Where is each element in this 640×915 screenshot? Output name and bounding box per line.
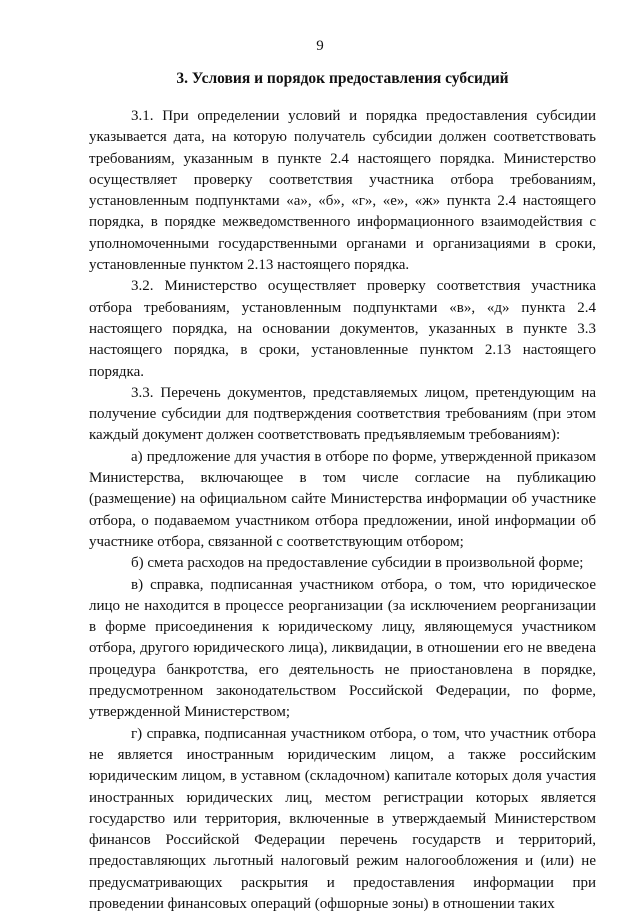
list-item-a: а) предложение для участия в отборе по форме, утвержденной приказом Министерства, включающее в том числе согласие на публикацию (размещение) на официальном сайте Министерства информации об участнике отбора, о подаваемом участником отбора предложении, иной информации об участнике отбора, связанной с соответствующим отбором;: [89, 448, 596, 550]
paragraph-3-3: 3.3. Перечень документов, представляемых лицом, претендующим на получение субсидии для подтверждения соответствия требованиям (при этом каждый документ должен соответствовать предъявляемым требованиям):: [89, 384, 596, 444]
list-item-b: б) смета расходов на предоставление субсидии в произвольной форме;: [131, 555, 584, 572]
document-body: [89, 106, 596, 915]
list-item-v: в) справка, подписанная участником отбора, о том, что юридическое лицо не находится в процессе реорганизации (за исключением реорганизации в форме присоединения к юридическому лицу, являющемуся участником отбора, другого юридического лица), ликвидации, в отношении его не введена процедура банкротства, его деятельность не приостановлена в порядке, предусмотренном законодательством Российской Федерации, по форме, утвержденной Министерством;: [89, 576, 596, 721]
page-number: 9: [316, 38, 324, 54]
section-title: 3. Условия и порядок предоставления субсидий: [176, 70, 509, 87]
paragraph-3-1: 3.1. При определении условий и порядка предоставления субсидии указывается дата, на которую получатель субсидии должен соответствовать требованиям, указанным в пункте 2.4 настоящего порядка. Министерство осуществляет проверку соответствия участника отбора требованиям, установленным подпунктами «а», «б», «г», «е», «ж» пункта 2.4 настоящего порядка, в порядке межведомственного информационного взаимодействия с уполномоченными государственными органами и организациями в сроки, установленные пунктом 2.13 настоящего порядка.: [89, 108, 596, 274]
paragraph-3-2: 3.2. Министерство осуществляет проверку соответствия участника отбора требованиям, установленным подпунктами «в», «д» пункта 2.4 настоящего порядка, на основании документов, указанных в пункте 3.3 настоящего порядка, в сроки, установленные пунктом 2.13 настоящего порядка.: [89, 278, 596, 380]
list-item-g: г) справка, подписанная участником отбора, о том, что участник отбора не является иностранным юридическим лицом, а также российским юридическим лицом, в уставном (складочном) капитале которых доля участия иностранных юридических лиц, местом регистрации которых является государство или территория, включенные в утверждаемый Министерством финансов Российской Федерации перечень государств и территорий, предоставляющих льготный налоговый режим налогообложения и (или) не предусматривающих раскрытия и предоставления информации при проведении финансовых операций (офшорные зоны) в отношении таких: [89, 725, 596, 912]
